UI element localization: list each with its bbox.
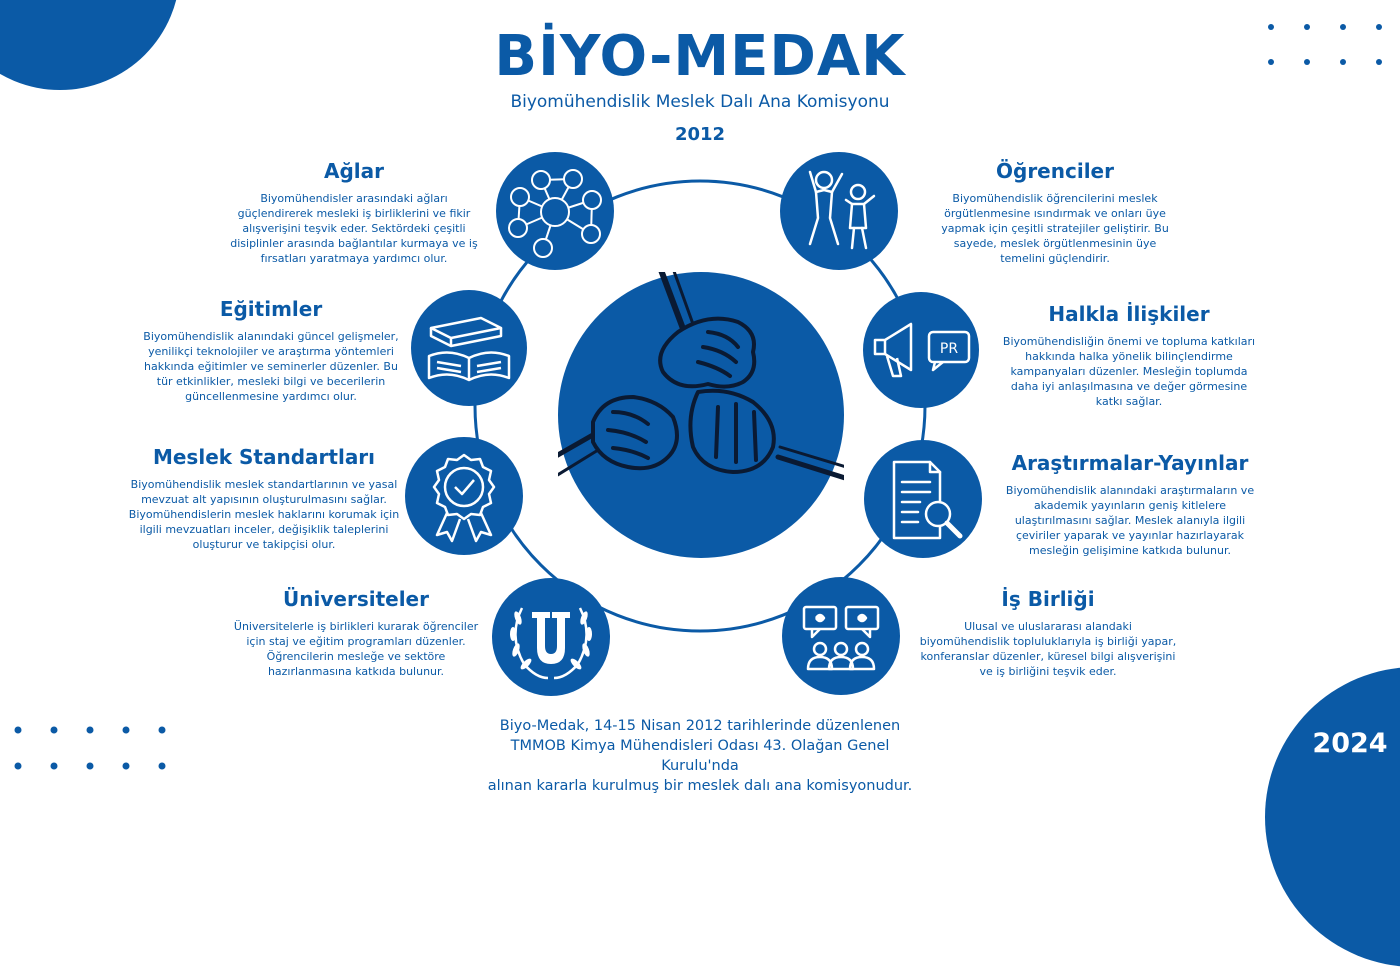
section-title: İş Birliği (1001, 587, 1095, 611)
section-text: Biyomühendislik alanındaki araştırmaların ve akademik yayınların geniş kitlelere ulaştırılmasını sağlar. Meslek alanıyla ilgili çeviriler yaparak ve yayınlar hazırlayarak mesleğin gelişimine katkıda bulunur. (1005, 484, 1255, 557)
center-hands-circle (558, 272, 844, 558)
university-laurel-icon (492, 578, 610, 696)
section-text: Biyomühendisler arasındaki ağları güçlendirerek mesleki iş birliklerini ve fikir alışverişini teşvik eder. Sektördeki çeşitli disiplinler arasında bağlantılar kurmaya ve iş fırsatları yaratmaya yardımcı olur. (230, 192, 478, 265)
section-arastirmalar-yayinlar (1000, 451, 1260, 558)
footer-line-1: Biyo-Medak, 14-15 Nisan 2012 tarihlerinde düzenlenen (499, 718, 901, 734)
section-text: Ulusal ve uluslararası alandaki biyomühendislik topluluklarıyla iş birliği yapar, konferanslar düzenler, küresel bilgi alışverişini ve iş birliğini teşvik eder. (919, 620, 1177, 678)
section-title: Meslek Standartları (152, 445, 376, 469)
section-egitimler (140, 297, 402, 404)
section-title: Üniversiteler (283, 587, 429, 611)
section-aglar (228, 159, 480, 266)
footer-note (470, 716, 930, 796)
footer-line-3: alınan kararla kurulmuş bir meslek dalı ana komisyonudur. (487, 778, 913, 794)
section-title: Araştırmalar-Yayınlar (1011, 451, 1249, 475)
section-title: Ağlar (323, 159, 384, 183)
section-text: Biyomühendisliğin önemi ve topluma katkıları hakkında halka yönelik bilinçlendirme kampanyaları düzenler. Mesleğin toplumda daha iyi anlaşılmasına ve değer görmesine katkı sağlar. (1002, 335, 1256, 408)
books-icon-circle (411, 290, 527, 406)
page-subtitle: Biyomühendislik Meslek Dalı Ana Komisyonu (510, 92, 890, 112)
collaboration-icon (782, 577, 900, 695)
network-icon (496, 152, 614, 270)
document-search-icon-circle (864, 440, 982, 558)
network-icon-circle (496, 152, 614, 270)
section-is-birligi (918, 587, 1178, 679)
pr-label: PR (939, 341, 959, 357)
certificate-icon-circle (405, 437, 523, 555)
founded-year: 2012 (674, 124, 726, 145)
section-title: Öğrenciler (996, 159, 1114, 183)
section-ogrenciler (930, 159, 1180, 266)
certificate-badge-icon (405, 437, 523, 555)
books-icon (411, 290, 527, 406)
section-halkla-iliskiler (1000, 302, 1258, 409)
section-text: Biyomühendislik öğrencilerini meslek örgütlenmesine ısındırmak ve onları üye yapmak için çeşitli stratejiler geliştirir. Bu sayede, meslek örgütlenmesinin üye temelini güçlendirir. (941, 192, 1169, 265)
section-text: Biyomühendislik meslek standartlarının ve yasal mevzuat alt yapısının oluşturulmasını sağlar. Biyomühendislerin meslek haklarını korumak için ilgili mevzuatları inceler, değişiklik taleplerini oluşturur ve takipçisi olur. (128, 478, 400, 551)
footer-line-2: TMMOB Kimya Mühendisleri Odası 43. Olağan Genel Kurulu'nda (510, 738, 890, 774)
joined-hands-icon (558, 272, 844, 558)
section-universiteler (230, 587, 482, 679)
students-icon-circle (780, 152, 898, 270)
megaphone-pr-icon (863, 292, 979, 408)
document-search-icon (864, 440, 982, 558)
university-icon-circle (492, 578, 610, 696)
section-title: Halkla İlişkiler (1048, 302, 1210, 326)
collaboration-icon-circle (782, 577, 900, 695)
section-text: Biyomühendislik alanındaki güncel gelişmeler, yenilikçi teknolojiler ve araştırma yöntemleri hakkında eğitimler ve seminerler düzenler. Bu tür etkinlikler, mesleki bilgi ve becerilerin güncellenmesine yardımcı olur. (143, 330, 399, 403)
section-title: Eğitimler (219, 297, 323, 321)
students-icon (780, 152, 898, 270)
corner-year: 2024 (1312, 728, 1388, 759)
page-title: BİYO-MEDAK (494, 24, 906, 89)
section-text: Üniversitelerle iş birlikleri kurarak öğrenciler için staj ve eğitim programları düzenler. Öğrencilerin mesleğe ve sektöre hazırlanmasına katkıda bulunur. (233, 620, 479, 678)
section-meslek-standartlari (128, 445, 400, 552)
megaphone-icon-circle (863, 292, 979, 408)
